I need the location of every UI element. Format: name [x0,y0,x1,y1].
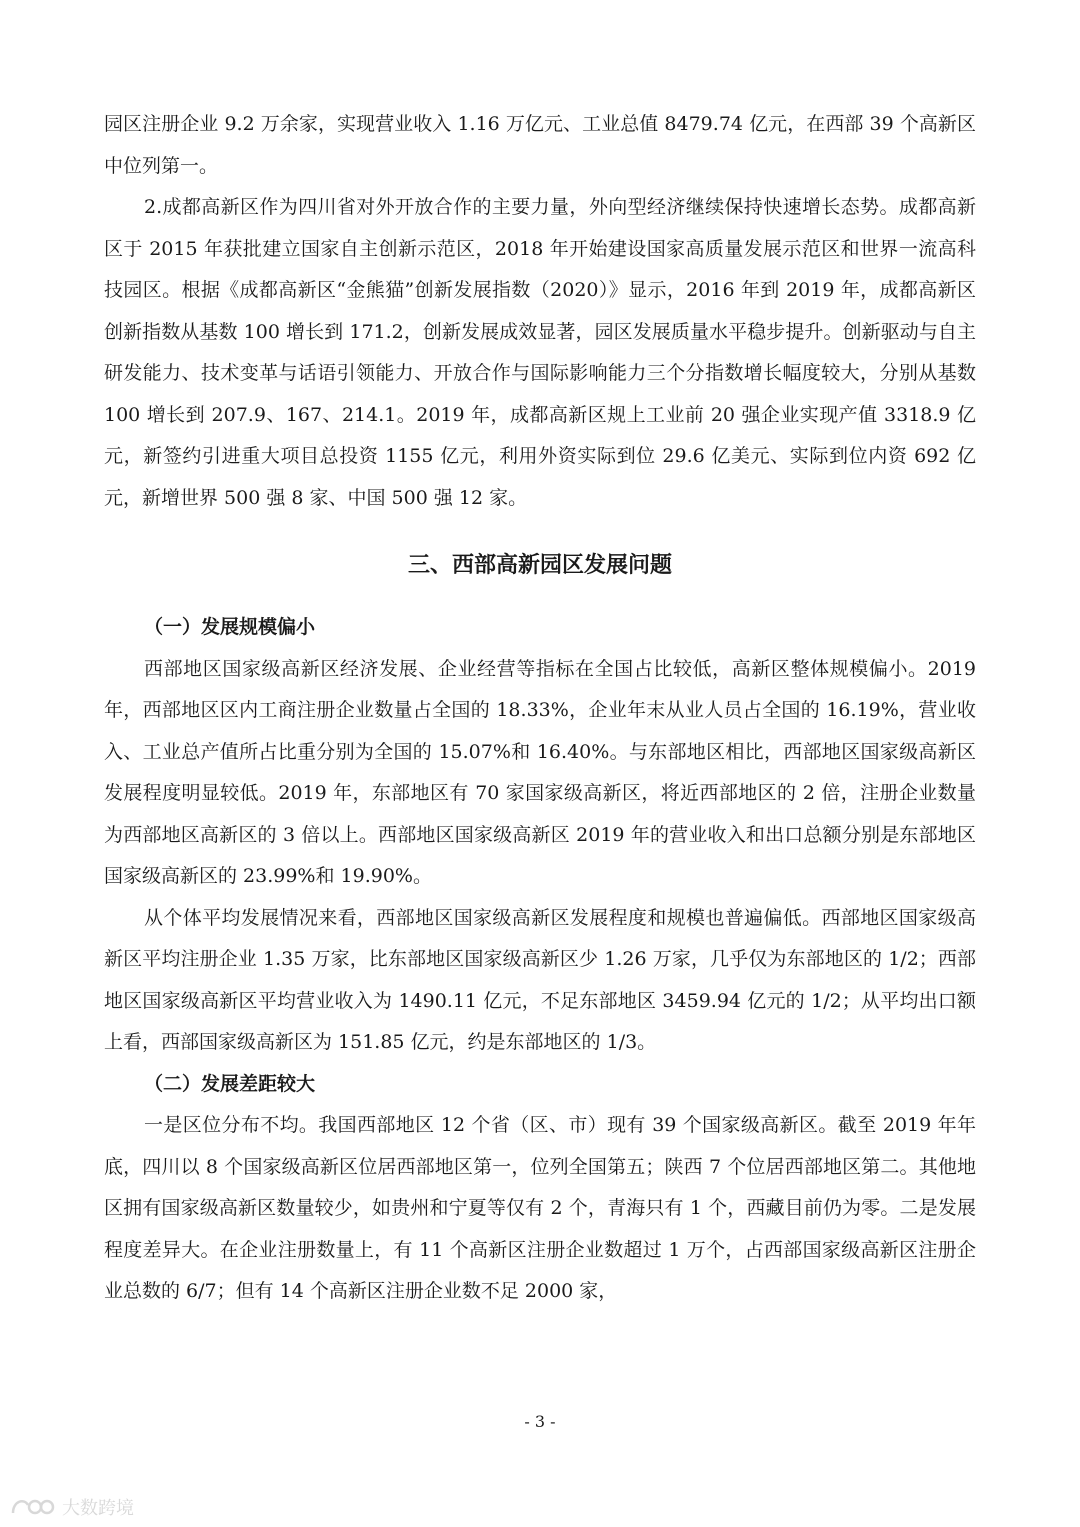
watermark-text: 大数跨境 [62,1498,134,1519]
subsection-title-2: （二）发展差距较大 [144,1072,316,1095]
section-title: 三、西部高新园区发展问题 [407,553,672,578]
paragraph-1: 园区注册企业 9.2 万余家，实现营业收入 1.16 万亿元、工业总值 8479.74 亿元，在西部 39 个高新区中位列第一。 [104,113,976,177]
paragraph-3: 西部地区国家级高新区经济发展、企业经营等指标在全国占比较低，高新区整体规模偏小。2019 年，西部地区区内工商注册企业数量占全国的 18.33%，企业年末从业人员占全国的 16.19%，营业收入、工业总产值所占比重分别为全国的 15.07%和 16.40%。与东部地区相比，西部地区国家级高新区发展程度明显较低。2019 年，东部地区有 70 家国家级高新区，将近西部地区的 2 倍，注册企业数量为西部地区高新区的 3 倍以上。西部地区国家级高新区 2019 年的营业收入和出口总额分别是东部地区国家级高新区的 23.99%和 19.90%。 [104,657,976,887]
document-body [104,104,976,1313]
paragraph-2: 2.成都高新区作为四川省对外开放合作的主要力量，外向型经济继续保持快速增长态势。成都高新区于 2015 年获批建立国家自主创新示范区，2018 年开始建设国家高质量发展示范区和世界一流高科技园区。根据《成都高新区“金熊猫”创新发展指数（2020）》显示，2016 年到 2019 年，成都高新区创新指数从基数 100 增长到 171.2，创新发展成效显著，园区发展质量水平稳步提升。创新驱动与自主研发能力、技术变革与话语引领能力、开放合作与国际影响能力三个分指数增长幅度较大，分别从基数 100 增长到 207.9、167、214.1。2019 年，成都高新区规上工业前 20 强企业实现产值 3318.9 亿元，新签约引进重大项目总投资 1155 亿元，利用外资实际到位 29.6 亿美元、实际到位内资 692 亿元，新增世界 500 强 8 家、中国 500 强 12 家。 [104,196,976,509]
watermark-logo-icon [10,1495,56,1519]
watermark [10,1494,134,1520]
paragraph-4: 从个体平均发展情况来看，西部地区国家级高新区发展程度和规模也普遍偏低。西部地区国家级高新区平均注册企业 1.35 万家，比东部地区国家级高新区少 1.26 万家，几乎仅为东部地区的 1/2；西部地区国家级高新区平均营业收入为 1490.11 亿元，不足东部地区 3459.94 亿元的 1/2；从平均出口额上看，西部国家级高新区为 151.85 亿元，约是东部地区的 1/3。 [104,906,976,1053]
subsection-title-1: （一）发展规模偏小 [144,616,316,638]
paragraph-5: 一是区位分布不均。我国西部地区 12 个省（区、市）现有 39 个国家级高新区。截至 2019 年年底，四川以 8 个国家级高新区位居西部地区第一，位列全国第五；陕西 7 个位居西部地区第二。其他地区拥有国家级高新区数量较少，如贵州和宁夏等仅有 2 个，青海只有 1 个，西藏目前仍为零。二是发展程度差异大。在企业注册数量上，有 11 个高新区注册企业数超过 1 万个，占西部国家级高新区注册企业总数的 6/7；但有 14 个高新区注册企业数不足 2000 家， [104,1114,976,1302]
page-number: - 3 - [524,1412,556,1431]
